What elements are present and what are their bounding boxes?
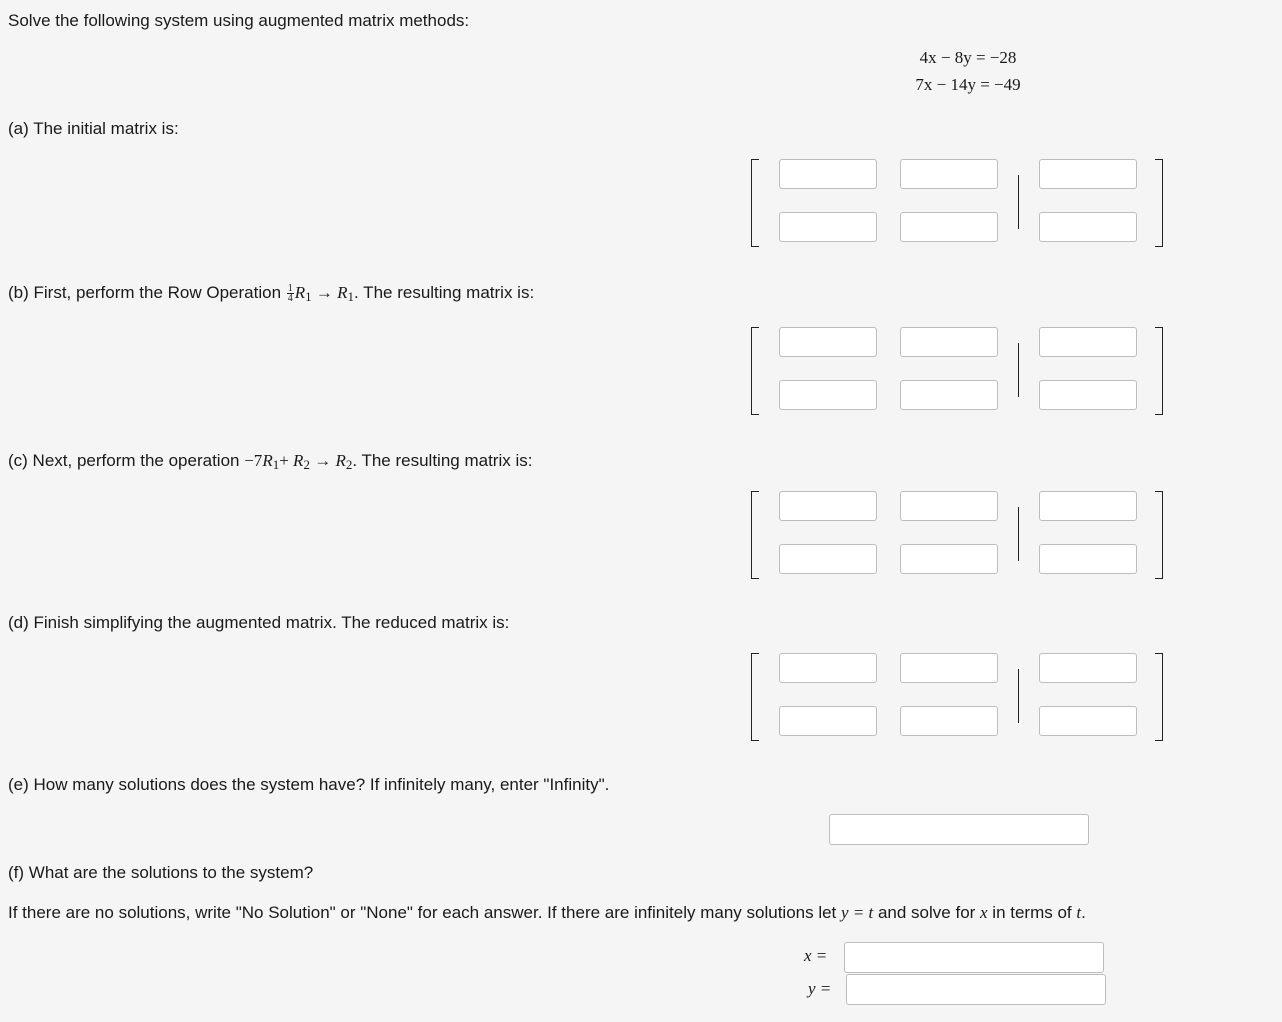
matrix-d: [748, 653, 1166, 745]
matrix-a-r2c3-input[interactable]: [1039, 212, 1137, 242]
matrix-d-r2c1-input[interactable]: [779, 706, 877, 736]
matrix-d-r1c2-input[interactable]: [900, 653, 998, 683]
matrix-b-r2c2-input[interactable]: [900, 380, 998, 410]
x-label: x =: [804, 946, 828, 965]
part-b-label: (b) First, perform the Row Operation $\frac{1}{4}$ R1 → R1. The resulting matrix is:: [8, 283, 535, 305]
left-bracket: [751, 653, 759, 741]
matrix-a-r1c2-input[interactable]: [900, 159, 998, 189]
right-bracket: [1155, 159, 1163, 247]
x-answer-input[interactable]: [844, 942, 1104, 973]
y-answer-input[interactable]: [846, 974, 1106, 1005]
problem-intro: Solve the following system using augmented matrix methods:: [8, 11, 470, 30]
matrix-c-r1c2-input[interactable]: [900, 491, 998, 521]
matrix-c-r2c1-input[interactable]: [779, 544, 877, 574]
part-d-label: (d) Finish simplifying the augmented matrix. The reduced matrix is:: [8, 613, 510, 632]
matrix-b-r1c2-input[interactable]: [900, 327, 998, 357]
matrix-a-r1c1-input[interactable]: [779, 159, 877, 189]
matrix-b: [748, 327, 1166, 419]
part-c-label: (c) Next, perform the operation −7R1+ R2 → R2. The resulting matrix is:: [8, 451, 533, 472]
left-bracket: [751, 327, 759, 415]
matrix-b-r1c3-input[interactable]: [1039, 327, 1137, 357]
right-bracket: [1155, 327, 1163, 415]
matrix-a-r2c2-input[interactable]: [900, 212, 998, 242]
matrix-a-r2c1-input[interactable]: [779, 212, 877, 242]
part-f-instructions: If there are no solutions, write "No Solution" or "None" for each answer. If there are infinitely many solutions let y = t and solve for x in terms of t.: [8, 903, 1086, 922]
left-bracket: [751, 491, 759, 579]
equation-1: 4x − 8y = −28: [919, 48, 1017, 67]
part-e-label: (e) How many solutions does the system have? If infinitely many, enter "Infinity".: [8, 775, 610, 794]
matrix-c-r1c3-input[interactable]: [1039, 491, 1137, 521]
matrix-c-r1c1-input[interactable]: [779, 491, 877, 521]
part-f-label: (f) What are the solutions to the system?: [8, 863, 314, 882]
part-a-label: (a) The initial matrix is:: [8, 119, 179, 138]
y-label: y =: [808, 979, 832, 998]
right-bracket: [1155, 491, 1163, 579]
matrix-d-r2c3-input[interactable]: [1039, 706, 1137, 736]
matrix-d-r1c1-input[interactable]: [779, 653, 877, 683]
matrix-c: [748, 491, 1166, 583]
matrix-b-r1c1-input[interactable]: [779, 327, 877, 357]
row-op-fraction: $\frac{1}{4}$: [287, 283, 293, 305]
matrix-b-r2c3-input[interactable]: [1039, 380, 1137, 410]
augment-divider: [1018, 343, 1019, 397]
matrix-a: [748, 159, 1166, 251]
augment-divider: [1018, 669, 1019, 723]
matrix-c-r2c2-input[interactable]: [900, 544, 998, 574]
matrix-d-r2c2-input[interactable]: [900, 706, 998, 736]
matrix-b-r2c1-input[interactable]: [779, 380, 877, 410]
right-bracket: [1155, 653, 1163, 741]
matrix-c-r2c3-input[interactable]: [1039, 544, 1137, 574]
matrix-a-r1c3-input[interactable]: [1039, 159, 1137, 189]
solution-count-input[interactable]: [829, 814, 1089, 845]
augment-divider: [1018, 175, 1019, 229]
equation-2: 7x − 14y = −49: [915, 75, 1021, 94]
matrix-d-r1c3-input[interactable]: [1039, 653, 1137, 683]
left-bracket: [751, 159, 759, 247]
augment-divider: [1018, 507, 1019, 561]
